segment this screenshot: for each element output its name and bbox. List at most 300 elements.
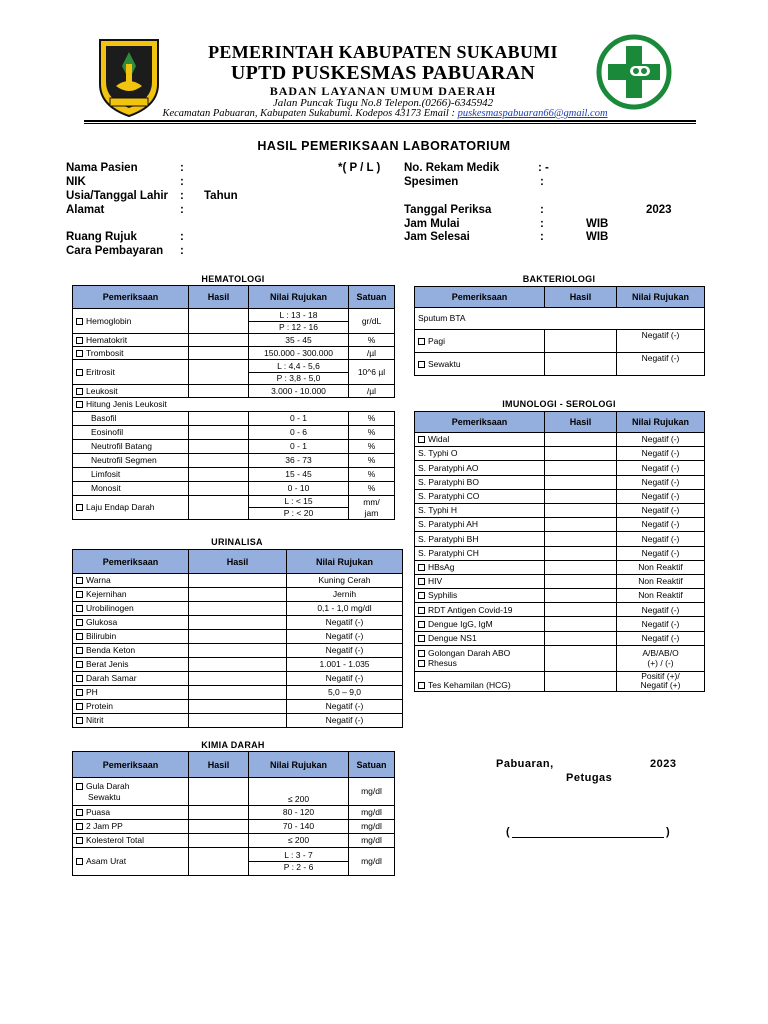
col-pemeriksaan: Pemeriksaan [415, 412, 545, 433]
table-row [73, 658, 403, 672]
checkbox[interactable] [76, 350, 83, 357]
table-row [73, 398, 395, 412]
result-cell[interactable] [189, 440, 249, 454]
checkbox[interactable] [76, 605, 83, 612]
table-row [415, 560, 705, 574]
result-cell[interactable] [189, 658, 287, 672]
checkbox[interactable] [76, 689, 83, 696]
signature-year: 2023 [650, 758, 677, 770]
reference: Negatif (-) [617, 532, 705, 546]
table-row [415, 671, 705, 691]
urinalisa-table [72, 549, 403, 728]
unit: % [349, 426, 395, 440]
checkbox[interactable] [418, 650, 425, 657]
reference: Negatif (-) [617, 503, 705, 517]
reference: Negatif (-) [617, 475, 705, 489]
test-name: Leukosit [86, 385, 118, 396]
table-row [73, 482, 395, 496]
checkbox[interactable] [418, 660, 425, 667]
test-name: Protein [86, 701, 113, 712]
label-nik: NIK [66, 176, 86, 188]
reference: 150.000 - 300.000 [249, 347, 349, 360]
header-government: PEMERINTAH KABUPATEN SUKABUMI [208, 42, 558, 62]
reference: Negatif (-) [617, 353, 705, 376]
test-name: Syphilis [428, 590, 458, 601]
section-urinalisa: URINALISA [211, 537, 263, 547]
col-satuan: Satuan [349, 286, 395, 309]
result-cell[interactable] [545, 560, 617, 574]
result-cell[interactable] [545, 489, 617, 503]
test-name: Dengue IgG, IgM [428, 618, 493, 629]
table-header [73, 550, 403, 574]
table-row [415, 603, 705, 617]
label-nama: Nama Pasien [66, 162, 138, 174]
header-subtitle: BADAN LAYANAN UMUM DAERAH [269, 84, 497, 98]
col-hasil: Hasil [545, 412, 617, 433]
section-hematologi: HEMATOLOGI [201, 274, 265, 284]
label-tanggal-periksa: Tanggal Periksa [404, 204, 492, 216]
table-row [73, 686, 403, 700]
reference-male: L : 13 - 18 [279, 309, 318, 320]
col-pemeriksaan: Pemeriksaan [73, 550, 189, 574]
col-nilai-rujukan: Nilai Rujukan [249, 752, 349, 778]
result-cell[interactable] [545, 353, 617, 376]
reference: Negatif (-) [617, 631, 705, 645]
value-tanggal-year: 2023 [646, 204, 672, 216]
table-row [415, 574, 705, 588]
reference: Negatif (-) [617, 330, 705, 353]
test-name: HBsAg [428, 561, 455, 572]
result-cell[interactable] [189, 412, 249, 426]
reference: Negatif (-) [617, 617, 705, 631]
reference: 1.001 - 1.035 [287, 658, 403, 672]
test-name-line2: Rhesus [428, 658, 457, 669]
result-cell[interactable] [189, 588, 287, 602]
table-row [73, 848, 395, 876]
checkbox[interactable] [418, 592, 425, 599]
checkbox[interactable] [76, 809, 83, 816]
result-cell[interactable] [545, 503, 617, 517]
result-cell[interactable] [545, 330, 617, 353]
result-cell[interactable] [189, 454, 249, 468]
table-row [73, 309, 395, 334]
label-jam-selesai: Jam Selesai [404, 231, 470, 243]
table-row [73, 630, 403, 644]
table-row [73, 574, 403, 588]
reference: Negatif (-) [287, 700, 403, 714]
reference: 15 - 45 [249, 468, 349, 482]
unit: mg/dl [349, 820, 395, 834]
reference: Non Reaktif [617, 574, 705, 588]
checkbox[interactable] [76, 703, 83, 710]
test-name: HIV [428, 576, 443, 587]
result-cell[interactable] [189, 630, 287, 644]
section-bakteriologi: BAKTERIOLOGI [522, 274, 596, 284]
col-hasil: Hasil [189, 286, 249, 309]
result-cell[interactable] [189, 482, 249, 496]
reference: Non Reaktif [617, 560, 705, 574]
result-cell[interactable] [545, 617, 617, 631]
result-cell[interactable] [189, 574, 287, 588]
checkbox[interactable] [76, 661, 83, 668]
test-name: Puasa [86, 807, 111, 818]
result-cell[interactable] [545, 645, 617, 671]
section-kimia-darah: KIMIA DARAH [201, 740, 265, 750]
signature-line[interactable] [506, 826, 672, 838]
result-cell[interactable] [189, 686, 287, 700]
reference: Non Reaktif [617, 589, 705, 603]
label-bayar: Cara Pembayaran [66, 245, 164, 257]
checkbox[interactable] [76, 675, 83, 682]
table-row [73, 602, 403, 616]
reference-line2: (+) / (-) [647, 658, 674, 669]
table-row [73, 412, 395, 426]
table-row [415, 447, 705, 461]
signature-underline [512, 837, 664, 838]
checkbox[interactable] [76, 619, 83, 626]
email-link[interactable]: puskesmaspabuaran66@gmail.com [457, 108, 608, 119]
checkbox[interactable] [76, 717, 83, 724]
col-hasil: Hasil [189, 550, 287, 574]
checkbox[interactable] [76, 647, 83, 654]
test-name: Nitrit [86, 715, 104, 726]
result-cell[interactable] [189, 644, 287, 658]
test-name: Hemoglobin [86, 315, 132, 326]
test-name: Pagi [428, 335, 446, 346]
test-name: Gula Darah [86, 780, 130, 791]
result-cell[interactable] [189, 602, 287, 616]
kimia-darah-table [72, 751, 395, 876]
result-cell[interactable] [545, 546, 617, 560]
table-row [73, 496, 395, 520]
table-row [73, 700, 403, 714]
result-cell[interactable] [189, 834, 249, 848]
gender-option: *( P / L ) [338, 162, 381, 174]
reference-male: L : < 15 [284, 496, 313, 507]
test-name: S. Paratyphi AH [418, 519, 479, 530]
checkbox[interactable] [76, 837, 83, 844]
header-address-line2 [60, 108, 710, 119]
result-cell[interactable] [545, 475, 617, 489]
test-name: Hematokrit [86, 334, 128, 345]
unit: % [349, 412, 395, 426]
checkbox[interactable] [76, 591, 83, 598]
value-rekam-medik: : - [538, 162, 549, 174]
signature-open-paren: ( [506, 826, 510, 838]
test-name: Neutrofil Segmen [73, 454, 189, 468]
label-jam-mulai: Jam Mulai [404, 218, 460, 230]
table-row [73, 454, 395, 468]
test-name: Glukosa [86, 617, 118, 628]
reference: Negatif (-) [287, 644, 403, 658]
table-row [415, 489, 705, 503]
reference: Negatif (-) [617, 433, 705, 447]
result-cell[interactable] [545, 603, 617, 617]
reference-female: P : 3,8 - 5,0 [249, 372, 349, 384]
result-cell[interactable] [189, 426, 249, 440]
signature-place: Pabuaran, [496, 758, 554, 770]
result-cell[interactable] [189, 616, 287, 630]
reference: 0,1 - 1,0 mg/dl [287, 602, 403, 616]
result-cell[interactable] [189, 700, 287, 714]
checkbox[interactable] [418, 436, 425, 443]
unit: % [349, 468, 395, 482]
result-cell[interactable] [189, 806, 249, 820]
result-cell[interactable] [189, 848, 249, 876]
hematologi-table [72, 285, 395, 520]
unit: mg/dl [349, 806, 395, 820]
checkbox[interactable] [418, 607, 425, 614]
signature-close-paren: ) [666, 826, 670, 838]
checkbox[interactable] [418, 564, 425, 571]
table-row [73, 468, 395, 482]
table-row [73, 588, 403, 602]
result-cell[interactable] [189, 820, 249, 834]
reference: A/B/AB/O [642, 647, 679, 658]
test-name: Neutrofil Batang [73, 440, 189, 454]
unit: /µl [349, 385, 395, 398]
test-name: Golongan Darah ABO [428, 647, 511, 658]
test-name: Bilirubin [86, 631, 117, 642]
col-nilai-rujukan: Nilai Rujukan [617, 412, 705, 433]
checkbox[interactable] [76, 577, 83, 584]
test-name: S. Typhi H [418, 505, 458, 516]
test-name-line2: Sewaktu [88, 791, 121, 802]
checkbox[interactable] [76, 369, 83, 376]
checkbox[interactable] [418, 578, 425, 585]
signature-role: Petugas [566, 772, 613, 784]
reference: 36 - 73 [249, 454, 349, 468]
col-hasil: Hasil [189, 752, 249, 778]
label-ruang: Ruang Rujuk [66, 231, 137, 243]
unit: mm/ [363, 496, 380, 507]
reference: Negatif (-) [617, 461, 705, 475]
table-row [415, 518, 705, 532]
test-name: S. Paratyphi BH [418, 533, 479, 544]
header-rule [84, 120, 696, 122]
result-cell[interactable] [189, 778, 249, 806]
table-row [73, 360, 395, 385]
sep-jam-selesai: : [540, 231, 544, 243]
reference: 0 - 1 [249, 412, 349, 426]
sep-nama: : [180, 162, 184, 174]
test-name: Tes Kehamilan (HCG) [428, 679, 511, 690]
test-name: PH [86, 687, 98, 698]
table-row [415, 546, 705, 560]
result-cell[interactable] [545, 518, 617, 532]
table-row [415, 645, 705, 671]
reference: 0 - 10 [249, 482, 349, 496]
checkbox[interactable] [76, 783, 83, 790]
sep-alamat: : [180, 204, 184, 216]
test-name: 2 Jam PP [86, 821, 123, 832]
reference: 80 - 120 [249, 806, 349, 820]
reference-female: P : < 20 [249, 507, 349, 519]
reference-female: P : 12 - 16 [249, 321, 349, 333]
table-row [415, 433, 705, 447]
test-name: Kolesterol Total [86, 835, 144, 846]
reference: Negatif (-) [617, 546, 705, 560]
col-nilai-rujukan: Nilai Rujukan [287, 550, 403, 574]
table-row [415, 461, 705, 475]
kabupaten-emblem-logo [96, 36, 162, 118]
reference: Positif (+)/ [641, 671, 680, 681]
value-jam-mulai: WIB [586, 218, 609, 230]
sep-nik: : [180, 176, 184, 188]
table-row [73, 440, 395, 454]
result-cell[interactable] [545, 671, 617, 691]
checkbox[interactable] [76, 504, 83, 511]
table-row [73, 426, 395, 440]
col-hasil: Hasil [545, 287, 617, 308]
table-row [415, 475, 705, 489]
col-pemeriksaan: Pemeriksaan [73, 752, 189, 778]
reference: Negatif (-) [617, 447, 705, 461]
table-row [415, 631, 705, 645]
reference-male: L : 3 - 7 [284, 850, 313, 861]
label-rekam-medik: No. Rekam Medik [404, 162, 500, 174]
checkbox[interactable] [418, 621, 425, 628]
sep-usia: : [180, 190, 184, 202]
unit: mg/dl [349, 848, 395, 876]
unit: gr/dL [349, 309, 395, 334]
checkbox[interactable] [76, 337, 83, 344]
test-name: Dengue NS1 [428, 632, 477, 643]
test-name: Eosinofil [73, 426, 189, 440]
result-cell[interactable] [545, 433, 617, 447]
reference: 35 - 45 [249, 334, 349, 347]
test-name: Laju Endap Darah [86, 502, 155, 513]
table-row [415, 589, 705, 603]
reference: 0 - 1 [249, 440, 349, 454]
result-cell[interactable] [545, 631, 617, 645]
page-title: HASIL PEMERIKSAAN LABORATORIUM [257, 139, 511, 153]
header-rule-thin [84, 123, 696, 124]
reference: Negatif (-) [287, 630, 403, 644]
result-cell[interactable] [545, 447, 617, 461]
result-cell[interactable] [189, 360, 249, 385]
test-name: S. Typhi O [418, 448, 458, 459]
test-name: Sputum BTA [415, 308, 705, 330]
table-row [73, 806, 395, 820]
reference: Negatif (-) [617, 518, 705, 532]
result-cell[interactable] [189, 334, 249, 347]
result-cell[interactable] [545, 574, 617, 588]
value-usia: Tahun [204, 190, 238, 202]
table-row [73, 778, 395, 806]
result-cell[interactable] [545, 589, 617, 603]
checkbox[interactable] [76, 858, 83, 865]
sep-spesimen: : [540, 176, 544, 188]
reference: Negatif (-) [617, 603, 705, 617]
label-usia: Usia/Tanggal Lahir [66, 190, 169, 202]
checkbox[interactable] [76, 633, 83, 640]
checkbox[interactable] [76, 388, 83, 395]
table-row [415, 503, 705, 517]
result-cell[interactable] [545, 461, 617, 475]
test-name: Monosit [73, 482, 189, 496]
checkbox[interactable] [418, 635, 425, 642]
reference: ≤ 200 [249, 778, 349, 806]
table-row [415, 330, 705, 353]
unit: % [349, 440, 395, 454]
imunologi-table [414, 411, 705, 692]
unit-line2: jam [364, 507, 379, 518]
test-name: Benda Keton [86, 645, 136, 656]
bakteriologi-table [414, 286, 705, 376]
checkbox[interactable] [76, 401, 83, 408]
section-imunologi: IMUNOLOGI - SEROLOGI [502, 399, 616, 409]
test-name: Trombosit [86, 347, 124, 358]
table-row [73, 644, 403, 658]
checkbox[interactable] [418, 361, 425, 368]
checkbox[interactable] [418, 682, 425, 689]
checkbox[interactable] [76, 823, 83, 830]
test-name: Eritrosit [86, 366, 115, 377]
sep-bayar: : [180, 245, 184, 257]
table-header [415, 412, 705, 433]
result-cell[interactable] [189, 347, 249, 360]
result-cell[interactable] [189, 385, 249, 398]
table-header [73, 752, 395, 778]
value-jam-selesai: WIB [586, 231, 609, 243]
result-cell[interactable] [189, 672, 287, 686]
reference-male: L : 4,4 - 5,6 [277, 360, 320, 371]
table-header [73, 286, 395, 309]
unit: mg/dl [349, 778, 395, 806]
reference: Negatif (-) [287, 672, 403, 686]
reference: 70 - 140 [249, 820, 349, 834]
puskesmas-cross-logo [596, 34, 672, 110]
reference: Negatif (-) [617, 489, 705, 503]
test-name: S. Paratyphi AO [418, 462, 479, 473]
test-name: Hitung Jenis Leukosit [86, 399, 167, 410]
test-name: Asam Urat [86, 856, 127, 867]
test-name: S. Paratyphi CO [418, 491, 480, 502]
reference: Negatif (-) [287, 714, 403, 728]
table-row [415, 532, 705, 546]
header-address: Jalan Puncak Tugu No.8 Telepon.(0266)-6345942 [272, 97, 494, 109]
result-cell[interactable] [189, 714, 287, 728]
sep-jam-mulai: : [540, 218, 544, 230]
test-name: Berat Jenis [86, 659, 129, 670]
result-cell[interactable] [189, 309, 249, 334]
reference: ≤ 200 [249, 834, 349, 848]
result-cell[interactable] [545, 532, 617, 546]
table-row [73, 820, 395, 834]
table-row [73, 385, 395, 398]
reference: 0 - 6 [249, 426, 349, 440]
result-cell[interactable] [189, 496, 249, 520]
reference: Negatif (-) [287, 616, 403, 630]
checkbox[interactable] [418, 338, 425, 345]
unit: /µl [349, 347, 395, 360]
reference-female: P : 2 - 6 [249, 861, 349, 873]
table-row [73, 714, 403, 728]
test-name: S. Paratyphi CH [418, 547, 479, 558]
result-cell[interactable] [189, 468, 249, 482]
reference: Jernih [287, 588, 403, 602]
table-row [73, 347, 395, 360]
col-pemeriksaan: Pemeriksaan [73, 286, 189, 309]
test-name: S. Paratyphi BO [418, 476, 479, 487]
unit: 10^6 µl [349, 360, 395, 385]
checkbox[interactable] [76, 318, 83, 325]
label-alamat: Alamat [66, 204, 105, 216]
table-row [73, 834, 395, 848]
unit: mg/dl [349, 834, 395, 848]
unit: % [349, 454, 395, 468]
